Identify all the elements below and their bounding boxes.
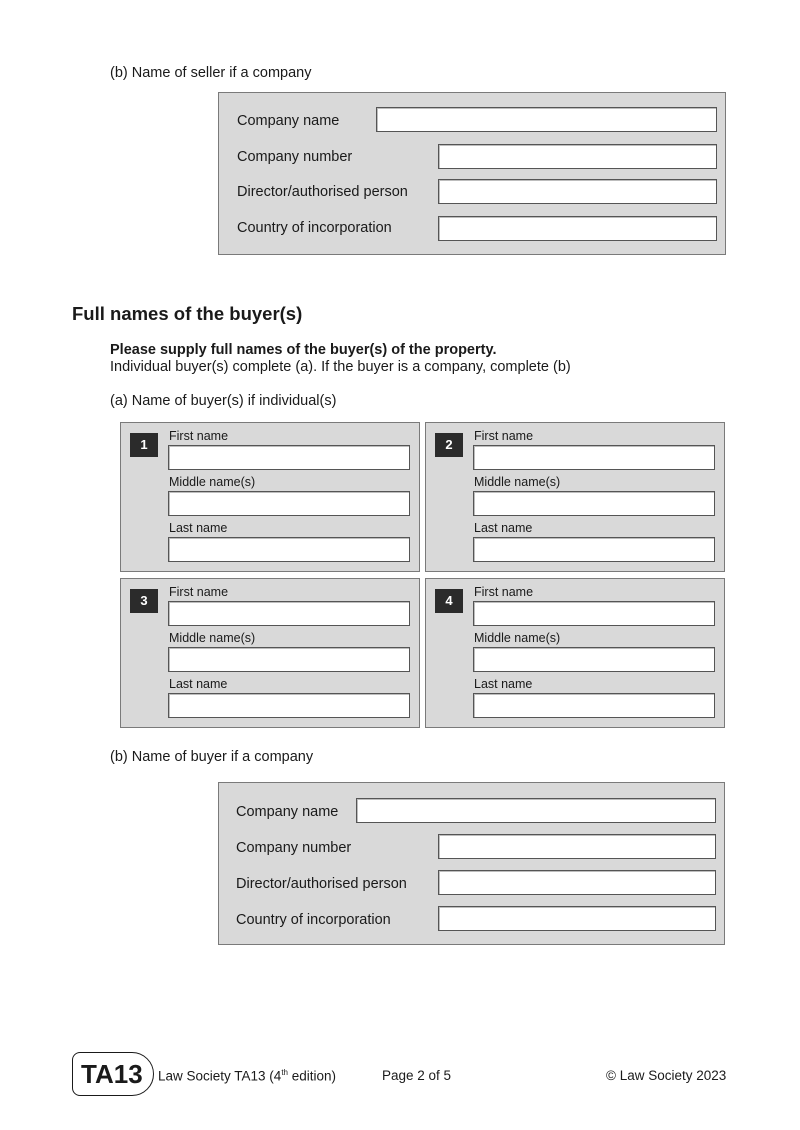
- buyer-company-number-input[interactable]: [438, 834, 716, 859]
- buyer-2-middle-name-input[interactable]: [473, 491, 715, 516]
- seller-company-name-input[interactable]: [376, 107, 717, 132]
- middle-name-label: Middle name(s): [474, 475, 561, 489]
- last-name-label: Last name: [169, 521, 228, 535]
- footer-edition-suffix: edition): [288, 1068, 337, 1084]
- seller-company-name-label: Company name: [237, 113, 340, 129]
- buyer-3-last-name-input[interactable]: [168, 693, 410, 718]
- middle-name-label: Middle name(s): [474, 631, 561, 645]
- buyer-panel-1: [120, 422, 420, 572]
- seller-company-number-input[interactable]: [438, 144, 717, 169]
- buyers-instruction: Individual buyer(s) complete (a). If the buyer is a company, complete (b): [110, 359, 571, 375]
- buyer-number-badge: 1: [130, 433, 158, 457]
- buyer-number-badge: 4: [435, 589, 463, 613]
- buyer-company-number-label: Company number: [236, 840, 352, 856]
- buyer-country-label: Country of incorporation: [236, 912, 391, 928]
- last-name-label: Last name: [474, 521, 533, 535]
- buyer-panel-2: [425, 422, 725, 572]
- buyer-4-last-name-input[interactable]: [473, 693, 715, 718]
- last-name-label: Last name: [169, 677, 228, 691]
- seller-company-heading: (b) Name of seller if a company: [110, 65, 312, 81]
- buyer-number-badge: 2: [435, 433, 463, 457]
- buyer-company-name-input[interactable]: [356, 798, 716, 823]
- buyers-instruction-bold: Please supply full names of the buyer(s) of the property.: [110, 342, 497, 358]
- buyer-company-heading: (b) Name of buyer if a company: [110, 749, 314, 765]
- buyer-director-label: Director/authorised person: [236, 876, 407, 892]
- footer-copyright: © Law Society 2023: [606, 1068, 727, 1083]
- first-name-label: First name: [474, 585, 534, 599]
- seller-country-input[interactable]: [438, 216, 717, 241]
- buyer-1-middle-name-input[interactable]: [168, 491, 410, 516]
- seller-director-input[interactable]: [438, 179, 717, 204]
- buyers-individual-heading: (a) Name of buyer(s) if individual(s): [110, 393, 337, 409]
- footer-page-number: Page 2 of 5: [382, 1068, 452, 1083]
- footer-edition-sup: th: [281, 1068, 288, 1077]
- first-name-label: First name: [169, 585, 229, 599]
- buyer-3-first-name-input[interactable]: [168, 601, 410, 626]
- buyer-4-first-name-input[interactable]: [473, 601, 715, 626]
- footer-edition-prefix: Law Society TA13 (4: [158, 1068, 282, 1084]
- seller-country-label: Country of incorporation: [237, 220, 392, 236]
- footer-edition: [158, 1068, 336, 1084]
- middle-name-label: Middle name(s): [169, 631, 256, 645]
- buyer-director-input[interactable]: [438, 870, 716, 895]
- buyer-company-name-label: Company name: [236, 804, 339, 820]
- buyer-3-middle-name-input[interactable]: [168, 647, 410, 672]
- buyer-2-last-name-input[interactable]: [473, 537, 715, 562]
- buyer-number-badge: 3: [130, 589, 158, 613]
- seller-company-panel: [218, 92, 726, 255]
- buyer-1-last-name-input[interactable]: [168, 537, 410, 562]
- first-name-label: First name: [169, 429, 229, 443]
- first-name-label: First name: [474, 429, 534, 443]
- buyer-2-first-name-input[interactable]: [473, 445, 715, 470]
- buyer-company-panel: [218, 782, 725, 945]
- buyer-4-middle-name-input[interactable]: [473, 647, 715, 672]
- buyer-1-first-name-input[interactable]: [168, 445, 410, 470]
- middle-name-label: Middle name(s): [169, 475, 256, 489]
- seller-company-number-label: Company number: [237, 149, 353, 165]
- buyer-panel-3: [120, 578, 420, 728]
- seller-director-label: Director/authorised person: [237, 184, 408, 200]
- buyer-country-input[interactable]: [438, 906, 716, 931]
- form-code-badge: TA13: [72, 1052, 154, 1096]
- last-name-label: Last name: [474, 677, 533, 691]
- buyer-panel-4: [425, 578, 725, 728]
- buyers-section-title: Full names of the buyer(s): [72, 303, 303, 324]
